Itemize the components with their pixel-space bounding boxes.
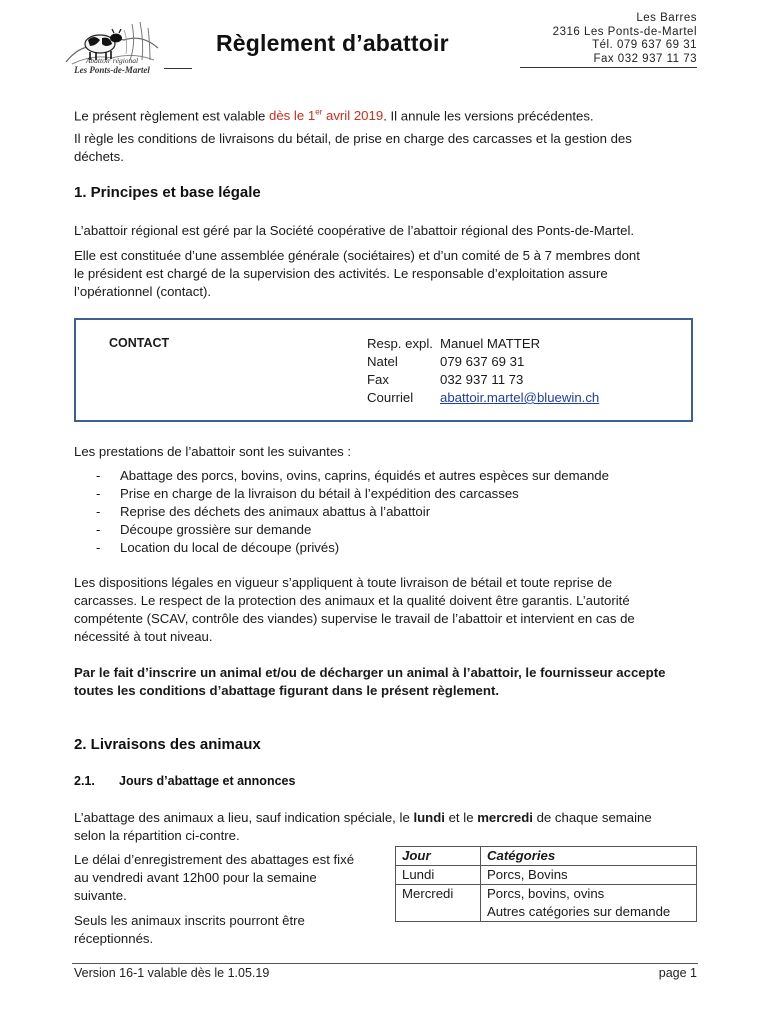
document-title: Règlement d’abattoir (216, 30, 449, 56)
contact-value-resp: Manuel MATTER (440, 336, 541, 351)
table-cell-categories: Porcs, bovins, ovins Autres catégories sur demande (481, 885, 697, 922)
table-header-categories: Catégories (481, 847, 697, 866)
section-1-heading: 1. Principes et base légale (74, 184, 261, 201)
bullet-dash: - (96, 486, 101, 501)
bullet-dash: - (96, 540, 101, 555)
contact-heading: CONTACT (109, 336, 170, 350)
section-2-paragraph-2: Le délai d’enregistrement des abattages est fixé au vendredi avant 12h00 pour la semaine suivante. (74, 852, 355, 903)
address-fax: Fax 032 937 11 73 (593, 52, 697, 65)
table-header-day: Jour (396, 847, 481, 866)
footer-page-number: page 1 (658, 966, 697, 980)
logo-caption: Abattoir régional Les Ponts-de-Martel (74, 56, 150, 75)
subsection-title: Jours d’abattage et annonces (119, 774, 296, 788)
section-1-paragraph-1: L’abattoir régional est géré par la Société coopérative de l’abattoir régional des Ponts-de-Martel. (74, 223, 635, 238)
intro-paragraph-2: Il règle les conditions de livraisons du bétail, de prise en charge des carcasses et la gestion des déchets. (74, 131, 632, 164)
bullet-dash: - (96, 522, 101, 537)
address-block (553, 12, 697, 66)
section-2-paragraph-3: Seuls les animaux inscrits pourront être réceptionnés. (74, 913, 305, 946)
bullet-dash: - (96, 504, 101, 519)
contact-label-fax: Fax (367, 372, 389, 387)
section-2-paragraph-1: L’abattage des animaux a lieu, sauf indication spéciale, le lundi et le mercredi de chaque semaine selon la répartition ci-contre. (74, 810, 652, 843)
contact-email-link[interactable]: abattoir.martel@bluewin.ch (440, 390, 600, 405)
service-item: Location du local de découpe (privés) (120, 540, 340, 555)
bullet-dash: - (96, 468, 101, 483)
service-item: Prise en charge de la livraison du bétail à l’expédition des carcasses (120, 486, 519, 501)
contact-value-natel: 079 637 69 31 (440, 354, 525, 369)
contact-label-email: Courriel (367, 390, 414, 405)
acceptance-statement: Par le fait d’inscrire un animal et/ou de décharger un animal à l’abattoir, le fournisseur accepte toutes les conditions d’abattage figurant dans le présent règlement. (74, 665, 666, 698)
table-row (396, 866, 697, 885)
section-1-paragraph-3: Les dispositions légales en vigueur s’appliquent à toute livraison de bétail et toute reprise de carcasses. Le respect de la protection des animaux et la qualité doivent être garantis. L’autorité compétente (SCAV, contrôle des viandes) supervise le travail de l’abattoir et intervient en cas de nécessité à tout niveau. (74, 575, 635, 644)
table-cell-day: Lundi (396, 866, 481, 885)
address-line-2: 2316 Les Ponts-de-Martel (552, 25, 697, 38)
intro-paragraph-1: Le présent règlement est valable dès le 1er avril 2019. Il annule les versions précédentes. (74, 108, 594, 124)
contact-label-resp: Resp. expl. (367, 336, 433, 351)
service-item: Découpe grossière sur demande (120, 522, 312, 537)
section-1-paragraph-2: Elle est constituée d’une assemblée générale (sociétaires) et d’un comité de 5 à 7 membres dont le président est chargé de la supervision des activités. Le responsable d’exploitation assure l’opérationnel (contact). (74, 248, 640, 299)
effective-date: dès le 1er avril 2019 (269, 108, 384, 124)
subsection-number: 2.1. (74, 774, 95, 788)
footer-version: Version 16-1 valable dès le 1.05.19 (74, 966, 270, 980)
services-intro: Les prestations de l’abattoir sont les suivantes : (74, 444, 352, 459)
footer-rule (72, 963, 698, 964)
table-header-row (396, 847, 697, 866)
contact-label-natel: Natel (367, 354, 398, 369)
table-row (396, 885, 697, 922)
address-underline (520, 67, 697, 68)
contact-value-fax: 032 937 11 73 (440, 372, 524, 387)
table-cell-day: Mercredi (396, 885, 481, 922)
address-phone: Tél. 079 637 69 31 (592, 39, 697, 51)
table-cell-categories: Porcs, Bovins (481, 866, 697, 885)
section-2-heading: 2. Livraisons des animaux (74, 736, 261, 753)
logo-underline (164, 68, 192, 69)
address-line-1: Les Barres (636, 12, 697, 24)
service-item: Abattage des porcs, bovins, ovins, caprins, équidés et autres espèces sur demande (120, 468, 609, 483)
slaughter-days-table (395, 846, 697, 922)
service-item: Reprise des déchets des animaux abattus à l’abattoir (120, 504, 431, 519)
